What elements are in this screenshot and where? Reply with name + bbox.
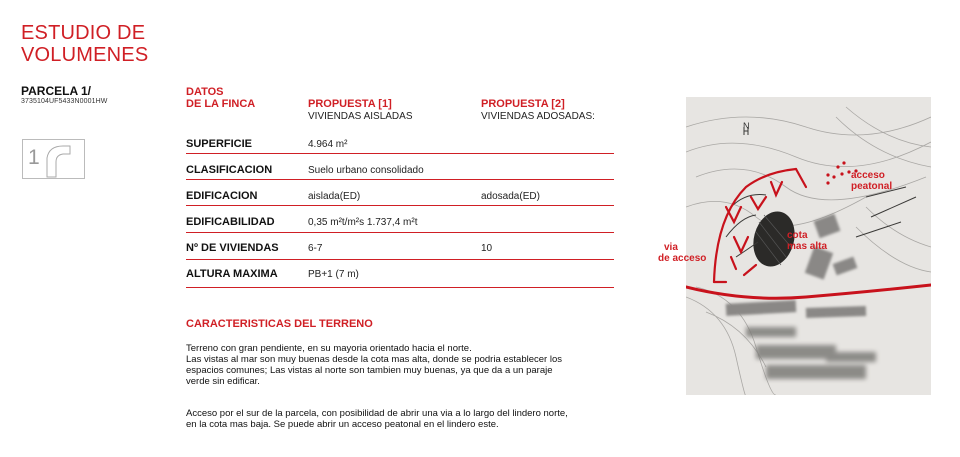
propuesta-1-heading: PROPUESTA [1]: [308, 98, 392, 110]
datos-heading: [186, 86, 255, 110]
terrain-line: Las vistas al mar son muy buenas desde la cota mas alta, donde se podria establecer los: [186, 354, 562, 365]
north-marker: N: [743, 121, 750, 131]
row-divider: [186, 259, 614, 260]
parcel-number: 1: [28, 146, 40, 169]
row-label-altura: ALTURA MAXIMA: [186, 268, 278, 280]
propuesta-2-subtitle: VIVIENDAS ADOSADAS:: [481, 111, 595, 122]
page-title-line-1: ESTUDIO DE: [21, 22, 146, 44]
terrain-heading: CARACTERISTICAS DEL TERRENO: [186, 318, 373, 330]
row-value-viviendas-p1: 6-7: [308, 243, 323, 254]
row-divider: [186, 287, 614, 288]
row-value-edificabilidad: 0,35 m²t/m²s 1.737,4 m²t: [308, 217, 418, 228]
row-label-clasificacion: CLASIFICACION: [186, 164, 273, 176]
row-value-edificacion-p1: aislada(ED): [308, 191, 361, 202]
row-divider: [186, 232, 614, 233]
row-value-superficie: 4.964 m²: [308, 139, 348, 150]
datos-heading-line-1: DATOS: [186, 86, 224, 98]
row-label-superficie: SUPERFICIE: [186, 138, 253, 150]
terrain-line: Acceso por el sur de la parcela, con posibilidad de abrir una via a lo largo del lindero norte,: [186, 408, 568, 419]
annotation-cota-alta: [787, 230, 827, 252]
terrain-line: en la cota mas baja. Se puede abrir un acceso peatonal en el lindero este.: [186, 419, 499, 430]
row-value-edificacion-p2: adosada(ED): [481, 191, 540, 202]
annotation-line: via: [664, 242, 678, 253]
propuesta-1-subtitle: VIVIENDAS AISLADAS: [308, 111, 413, 122]
row-divider: [186, 179, 614, 180]
row-label-edificacion: EDIFICACION: [186, 190, 258, 202]
annotation-line: acceso: [851, 170, 885, 181]
page-title-line-2: VOLUMENES: [21, 44, 149, 66]
page-title: [21, 22, 148, 66]
annotation-line: cota: [787, 230, 808, 241]
row-value-viviendas-p2: 10: [481, 243, 493, 254]
annotation-line: mas alta: [787, 241, 828, 252]
annotation-line: de acceso: [658, 253, 707, 264]
row-value-clasificacion: Suelo urbano consolidado: [308, 165, 424, 176]
terrain-paragraph-2: [186, 408, 616, 430]
terrain-line: verde sin edificar.: [186, 376, 260, 387]
propuesta-2-heading: PROPUESTA [2]: [481, 98, 565, 110]
terrain-line: espacios comunes; Las vistas al norte son tambien muy buenas, ya que da a un paraje: [186, 365, 553, 376]
annotation-via-acceso: [658, 242, 707, 264]
parcel-reference: 3735104UF5433N0001HW: [21, 98, 108, 105]
row-divider: [186, 205, 614, 206]
terrain-line: Terreno con gran pendiente, en su mayoria orientado hacia el norte.: [186, 343, 472, 354]
row-value-altura: PB+1 (7 m): [308, 269, 359, 280]
datos-heading-line-2: DE LA FINCA: [186, 98, 256, 110]
row-divider: [186, 153, 614, 154]
annotation-line: peatonal: [851, 181, 893, 192]
row-label-edificabilidad: EDIFICABILIDAD: [186, 216, 275, 228]
annotation-acceso-peatonal: [851, 170, 892, 192]
parcel-label: PARCELA 1/: [21, 84, 92, 98]
terrain-paragraph-1: [186, 343, 616, 387]
row-label-viviendas: Nº DE VIVIENDAS: [186, 242, 279, 254]
